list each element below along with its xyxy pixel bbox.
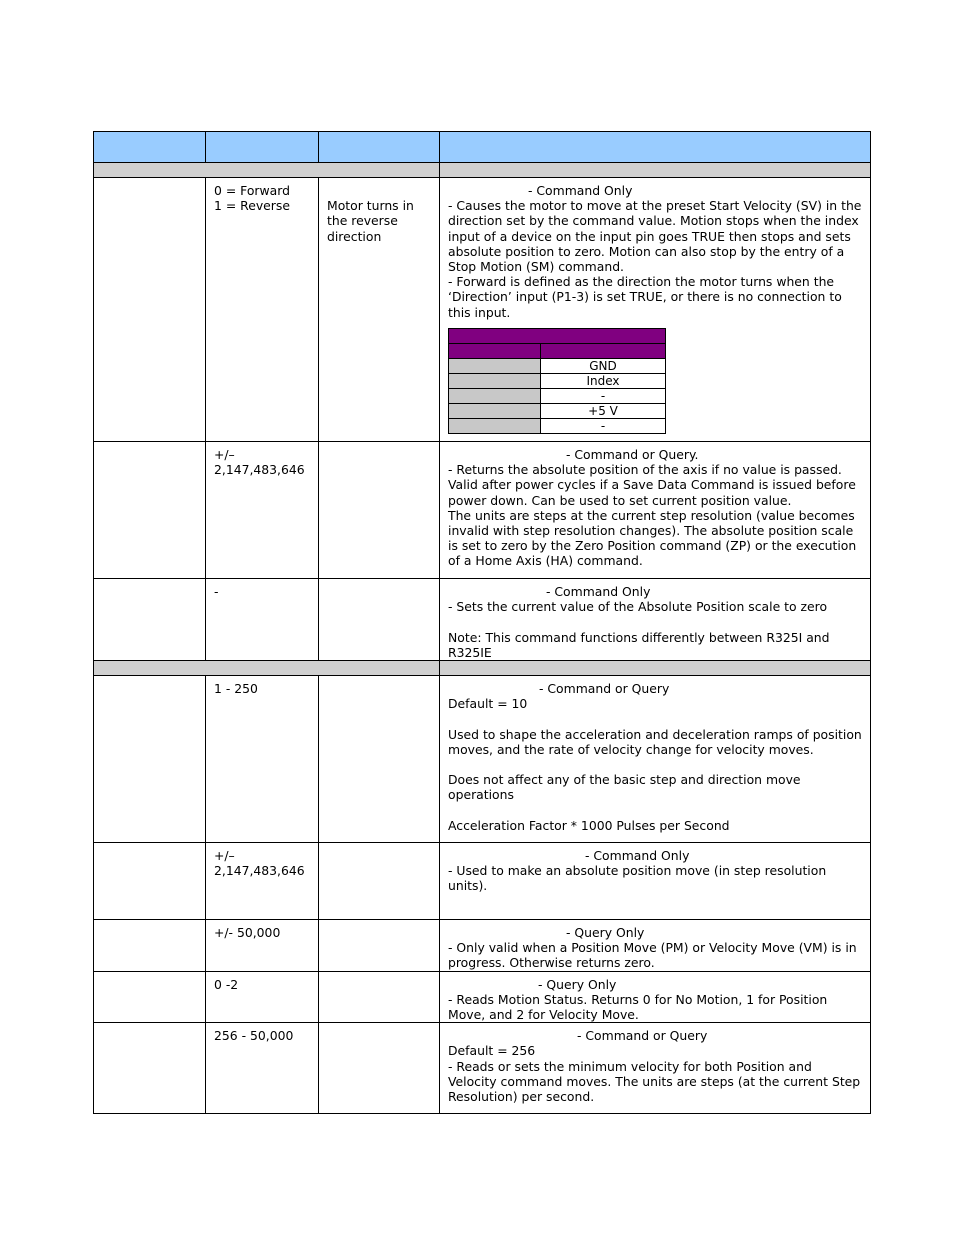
- table-row: [94, 178, 871, 442]
- command-cell: [94, 920, 206, 972]
- table-row: [94, 676, 871, 843]
- pin-label: [449, 388, 541, 403]
- units-cell: [319, 1023, 440, 1114]
- description-lead: - Command or Query: [539, 681, 670, 697]
- description-lead: - Query Only: [538, 976, 617, 992]
- description-text: Default = 10 Used to shape the acceleration and deceleration ramps of position moves, and the rate of velocity change for velocity moves. Does not affect any of the basic step and direction move operations Acceleration Factor * 1000 Pulses per Second: [448, 696, 862, 833]
- pin-label: [449, 403, 541, 418]
- pin-value: -: [541, 388, 666, 403]
- command-cell: [94, 971, 206, 1023]
- units-cell: [319, 442, 440, 579]
- description-cell: [440, 178, 871, 442]
- section-cell-left: [94, 163, 440, 178]
- command-cell: [94, 1023, 206, 1114]
- description-text: - Causes the motor to move at the preset Start Velocity (SV) in the direction set by the command value. Motion stops when the index input of a device on the input pin goes TRUE then stops and sets absolute position to zero. Motion can also stop by the entry of a Stop Motion (SM) command. - Forward is defined as the direction the motor turns when the ‘Direction’ input (P1-3) is set TRUE, or there is no connection to this input.: [448, 198, 862, 320]
- description-cell: [440, 920, 871, 972]
- range-cell: +/- 50,000: [206, 920, 319, 972]
- pin-value: -: [541, 418, 666, 433]
- range-cell: 1 - 250: [206, 676, 319, 843]
- section-cell-right: [440, 163, 871, 178]
- header-row: [94, 132, 871, 163]
- range-cell: 0 = Forward 1 = Reverse: [206, 178, 319, 442]
- header-cell-4: [440, 132, 871, 163]
- units-cell: [319, 676, 440, 843]
- header-cell-1: [94, 132, 206, 163]
- description-lead: - Command Only: [585, 848, 690, 864]
- description-lead: - Command Only: [546, 584, 651, 599]
- command-cell: [94, 843, 206, 920]
- section-row: [94, 163, 871, 178]
- command-cell: [94, 676, 206, 843]
- command-cell: [94, 442, 206, 579]
- description-text: - Returns the absolute position of the axis if no value is passed. Valid after power cycles if a Save Data Command is issued before power down. Can be used to set current position value. The units are steps at the current step resolution (value becomes invalid with step resolution changes). The absolute position scale is set to zero by the Zero Position command (ZP) or the execution of a Home Axis (HA) command.: [448, 462, 857, 569]
- command-table: [93, 131, 871, 1114]
- range-cell: -: [206, 579, 319, 661]
- units-cell: [319, 971, 440, 1023]
- header-cell-2: [206, 132, 319, 163]
- description-lead: - Query Only: [566, 925, 645, 941]
- description-text: - Sets the current value of the Absolute Position scale to zero Note: This command functions differently between R325I and R325IE: [448, 599, 830, 660]
- description-cell: [440, 579, 871, 661]
- table-row: [94, 843, 871, 920]
- command-cell: [94, 579, 206, 661]
- description-text: - Only valid when a Position Move (PM) or Velocity Move (VM) is in progress. Otherwise returns zero.: [448, 940, 861, 971]
- description-cell: [440, 442, 871, 579]
- pin-table-head-2: [541, 343, 666, 358]
- table-row: [94, 920, 871, 972]
- pin-value: GND: [541, 358, 666, 373]
- units-cell: [319, 579, 440, 661]
- table-row: [94, 579, 871, 661]
- pin-table-title: [449, 328, 666, 343]
- range-cell: +/– 2,147,483,646: [206, 843, 319, 920]
- description-lead: - Command or Query.: [566, 447, 699, 462]
- pin-value: Index: [541, 373, 666, 388]
- section-cell-right: [440, 661, 871, 676]
- pin-value: +5 V: [541, 403, 666, 418]
- units-cell: [319, 843, 440, 920]
- table-row: [94, 1023, 871, 1114]
- description-cell: [440, 843, 871, 920]
- pin-table-head-1: [449, 343, 541, 358]
- section-cell-left: [94, 661, 440, 676]
- description-text: - Used to make an absolute position move (in step resolution units).: [448, 863, 831, 894]
- pin-table: [448, 328, 666, 434]
- description-lead: - Command Only: [528, 183, 633, 198]
- units-cell: [319, 920, 440, 972]
- table-row: [94, 971, 871, 1023]
- description-cell: [440, 676, 871, 843]
- description-text: - Reads Motion Status. Returns 0 for No Motion, 1 for Position Move, and 2 for Velocity Move.: [448, 991, 832, 1023]
- units-cell: Motor turns in the reverse direction: [319, 178, 440, 442]
- range-cell: 256 - 50,000: [206, 1023, 319, 1114]
- pin-label: [449, 373, 541, 388]
- pin-label: [449, 418, 541, 433]
- section-row: [94, 661, 871, 676]
- pin-label: [449, 358, 541, 373]
- header-cell-3: [319, 132, 440, 163]
- description-text: Default = 256 - Reads or sets the minimum velocity for both Position and Velocity command moves. The units are steps (at the current Step Resolution) per second.: [448, 1043, 861, 1105]
- range-cell: +/– 2,147,483,646: [206, 442, 319, 579]
- command-cell: [94, 178, 206, 442]
- description-lead: - Command or Query: [577, 1028, 708, 1044]
- description-cell: [440, 971, 871, 1023]
- range-cell: 0 -2: [206, 971, 319, 1023]
- table-row: [94, 442, 871, 579]
- description-cell: [440, 1023, 871, 1114]
